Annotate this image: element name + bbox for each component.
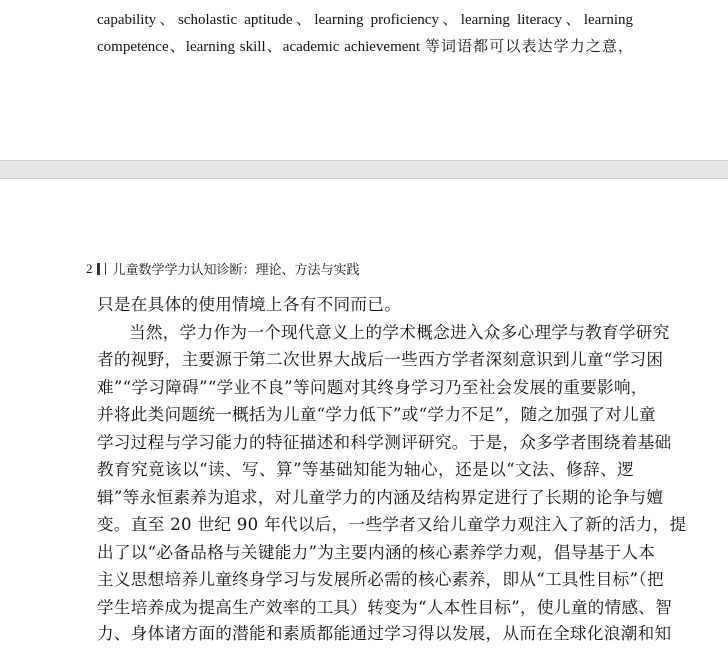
running-head bbox=[86, 259, 360, 278]
text-line: 力、身体诸方面的潜能和素质都能通过学习得以发展，从而在全球化浪潮和知 bbox=[97, 624, 672, 643]
text-line: competence、learning skill、academic achievement 等词语都可以表达学力之意， bbox=[97, 39, 633, 55]
text-line: 并将此类问题统一概括为儿童“学力低下”或“学力不足”，随之加强了对儿童 bbox=[97, 405, 656, 424]
text-line: 当然，学力作为一个现代意义上的学术概念进入众多心理学与教育学研究 bbox=[129, 323, 670, 342]
page-number: 2 bbox=[86, 260, 93, 276]
text-line: 变。直至 20 世纪 90 年代以后，一些学者又给儿童学力观注入了新的活力，提 bbox=[97, 515, 687, 534]
running-head-title: 儿童数学学力认知诊断：理论、方法与实践 bbox=[112, 263, 360, 278]
text-line: 出了以“必备品格与关键能力”为主要内涵的核心素养学力观，倡导基于人本 bbox=[97, 543, 656, 562]
bottom-page bbox=[0, 178, 728, 649]
text-line: 教育究竟该以“读、写、算”等基础知能为轴心，还是以“文法、修辞、逻 bbox=[97, 460, 634, 479]
running-head-thin-bar-icon bbox=[105, 263, 106, 275]
text-line: 难”“学习障碍”“学业不良”等问题对其终身学习乃至社会发展的重要影响， bbox=[97, 378, 648, 397]
text-line: 者的视野，主要源于第二次世界大战后一些西方学者深刻意识到儿童“学习困 bbox=[97, 350, 664, 369]
text-line: 辑”等永恒素养为追求，对儿童学力的内涵及结构界定进行了长期的论争与嬗 bbox=[97, 488, 664, 507]
text-line: 只是在具体的使用情境上各有不同而已。 bbox=[97, 295, 402, 314]
text-line: 主义思想培养儿童终身学习与发展所必需的核心素养，即从“工具性目标”（把 bbox=[97, 570, 664, 589]
text-line: 学生培养成为提高生产效率的工具）转变为“人本性目标”，使儿童的情感、智 bbox=[97, 598, 673, 617]
text-line: capability、scholastic aptitude、learning proficiency、learning literacy、learning bbox=[97, 12, 633, 28]
top-page bbox=[0, 0, 728, 161]
text-line: 学习过程与学习能力的特征描述和科学测评研究。于是，众多学者围绕着基础 bbox=[97, 433, 672, 452]
running-head-bar-icon bbox=[97, 263, 100, 275]
